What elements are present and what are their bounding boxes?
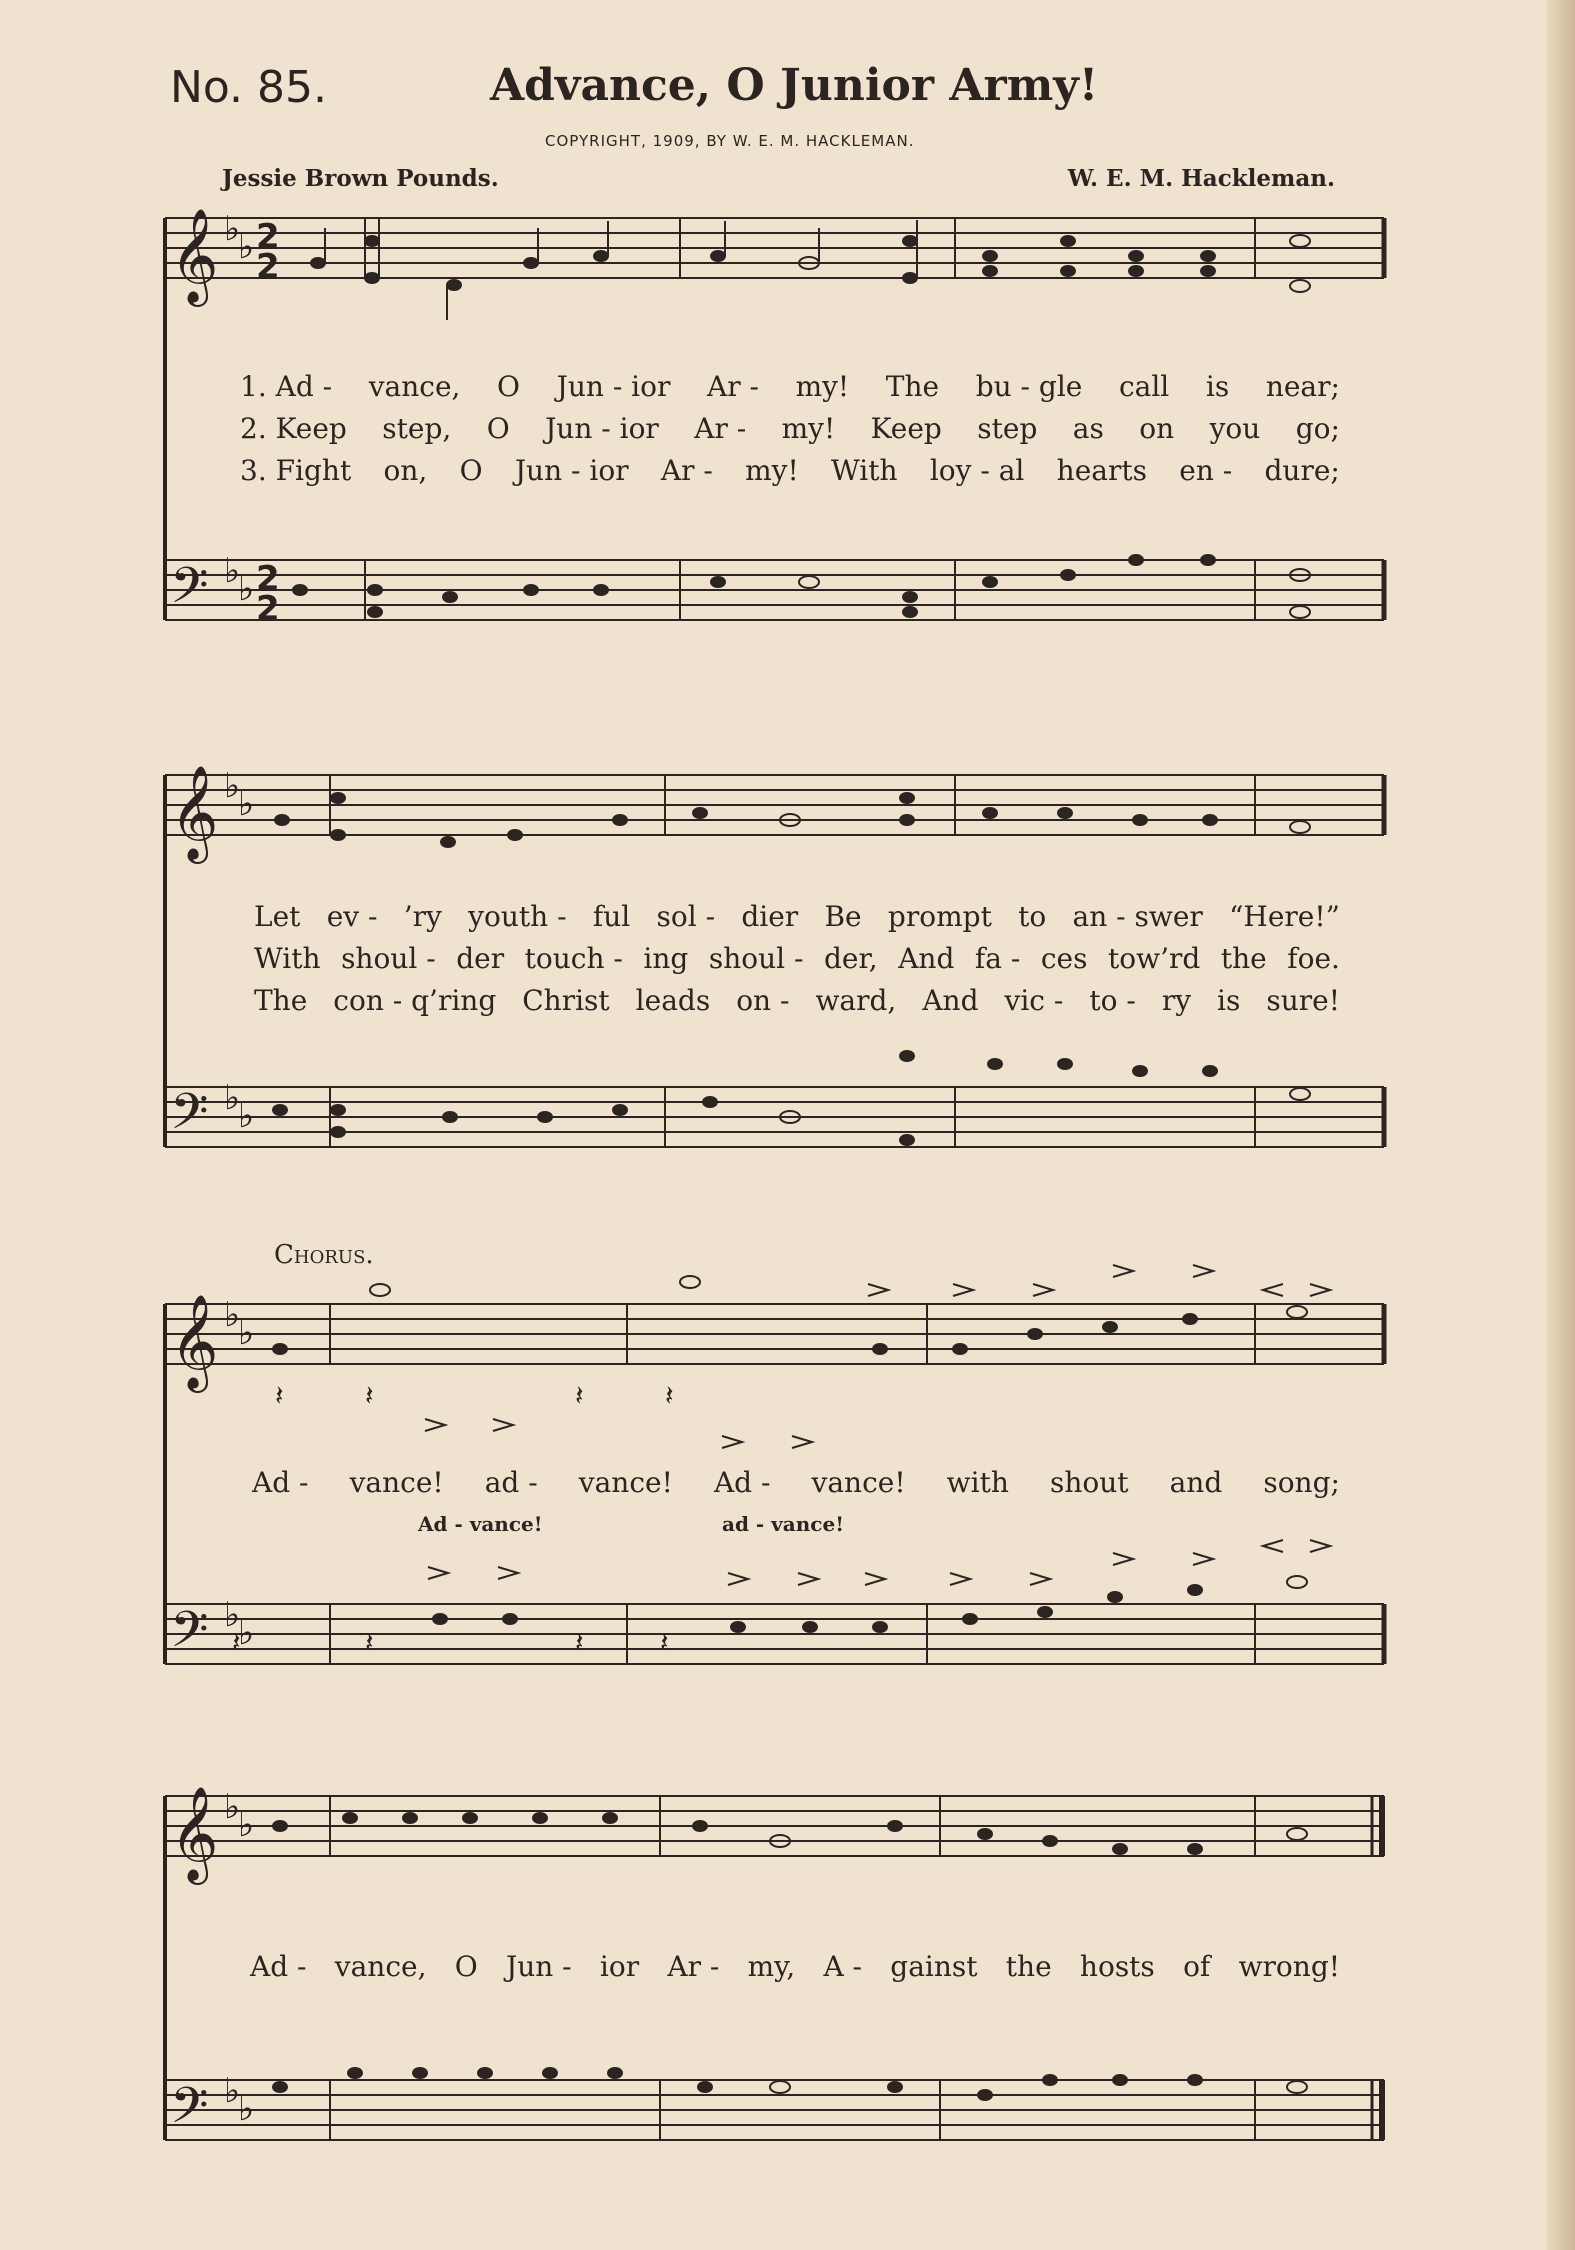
staff-system-3-bass [165,1604,1384,1664]
staff-system-1-bass [165,560,1384,620]
svg-text:♭: ♭ [238,1313,255,1353]
bass-clef-icon: 𝄢 [170,557,209,627]
svg-text:𝄽: 𝄽 [365,1379,374,1412]
svg-text:𝄽: 𝄽 [660,1626,669,1659]
chorus-line-1: Ad - vance! ad - vance! Ad - vance! with shout and song; [252,1466,1340,1499]
svg-text:𝄽: 𝄽 [275,1379,284,1412]
bass-clef-icon: 𝄢 [170,1601,209,1671]
treble-clef-icon: 𝄞 [170,208,219,303]
svg-text:𝄽: 𝄽 [232,1626,241,1659]
svg-text:♭: ♭ [224,1595,241,1635]
svg-text:♭: ♭ [238,227,255,267]
svg-text:♭: ♭ [238,569,255,609]
note-heads [273,218,1310,2100]
svg-text:𝄽: 𝄽 [365,1626,374,1659]
staff-system-2-bass [165,1087,1384,1147]
svg-text:𝄽: 𝄽 [665,1379,674,1412]
svg-text:♭: ♭ [224,1078,241,1118]
svg-text:♭: ♭ [238,1096,255,1136]
verse-3-line-2: The con - q’ring Christ leads on - ward, And vic - to - ry is sure! [254,984,1340,1017]
bass-clef-icon: 𝄢 [170,2077,209,2147]
svg-text:♭: ♭ [238,2089,255,2129]
svg-text:♭: ♭ [224,209,241,249]
svg-text:♭: ♭ [224,551,241,591]
svg-text:♭: ♭ [224,766,241,806]
svg-text:♭: ♭ [238,1805,255,1845]
svg-text:2: 2 [256,559,280,599]
svg-text:2: 2 [256,589,280,629]
treble-clef-icon: 𝄞 [170,1294,219,1389]
chorus-label: Chorus. [274,1240,374,1270]
svg-text:𝄽: 𝄽 [575,1379,584,1412]
svg-text:♭: ♭ [224,1787,241,1827]
verse-2-line-2: With shoul - der touch - ing shoul - der, And fa - ces tow’rd the foe. [254,942,1340,975]
svg-text:𝄽: 𝄽 [575,1626,584,1659]
hymn-title: Advance, O Junior Army! [490,60,1099,111]
staff-system-3-treble [165,1304,1384,1364]
svg-text:2: 2 [256,247,280,287]
svg-text:♭: ♭ [238,784,255,824]
hymn-number: No. 85. [170,62,328,113]
staff-system-4-bass [165,2080,1384,2140]
chorus-echo-1: Ad - vance! [418,1512,543,1536]
chorus-line-2: Ad - vance, O Jun - ior Ar - my, A - gainst the hosts of wrong! [250,1950,1340,1983]
copyright-notice: COPYRIGHT, 1909, BY W. E. M. HACKLEMAN. [545,132,915,150]
treble-clef-icon: 𝄞 [170,1786,219,1881]
treble-clef-icon: 𝄞 [170,765,219,860]
staff-system-2-treble [165,775,1384,835]
lyricist-credit: Jessie Brown Pounds. [222,165,499,192]
verse-2-line-1: 2. Keep step, O Jun - ior Ar - my! Keep step as on you go; [240,412,1340,445]
verse-1-line-2: Let ev - ’ry youth - ful sol - dier Be prompt to an - swer “Here!” [254,900,1340,933]
svg-text:♭: ♭ [224,2071,241,2111]
accent-marks [425,1265,1330,1585]
composer-credit: W. E. M. Hackleman. [1067,165,1335,192]
bass-clef-icon: 𝄢 [170,1083,209,1153]
svg-text:2: 2 [256,217,280,257]
chorus-echo-2: ad - vance! [722,1512,844,1536]
svg-text:♭: ♭ [238,1613,255,1653]
verse-1-line-1: 1. Ad - vance, O Jun - ior Ar - my! The bu - gle call is near; [240,370,1340,403]
svg-text:♭: ♭ [224,1295,241,1335]
verse-3-line-1: 3. Fight on, O Jun - ior Ar - my! With loy - al hearts en - dure; [240,454,1340,487]
